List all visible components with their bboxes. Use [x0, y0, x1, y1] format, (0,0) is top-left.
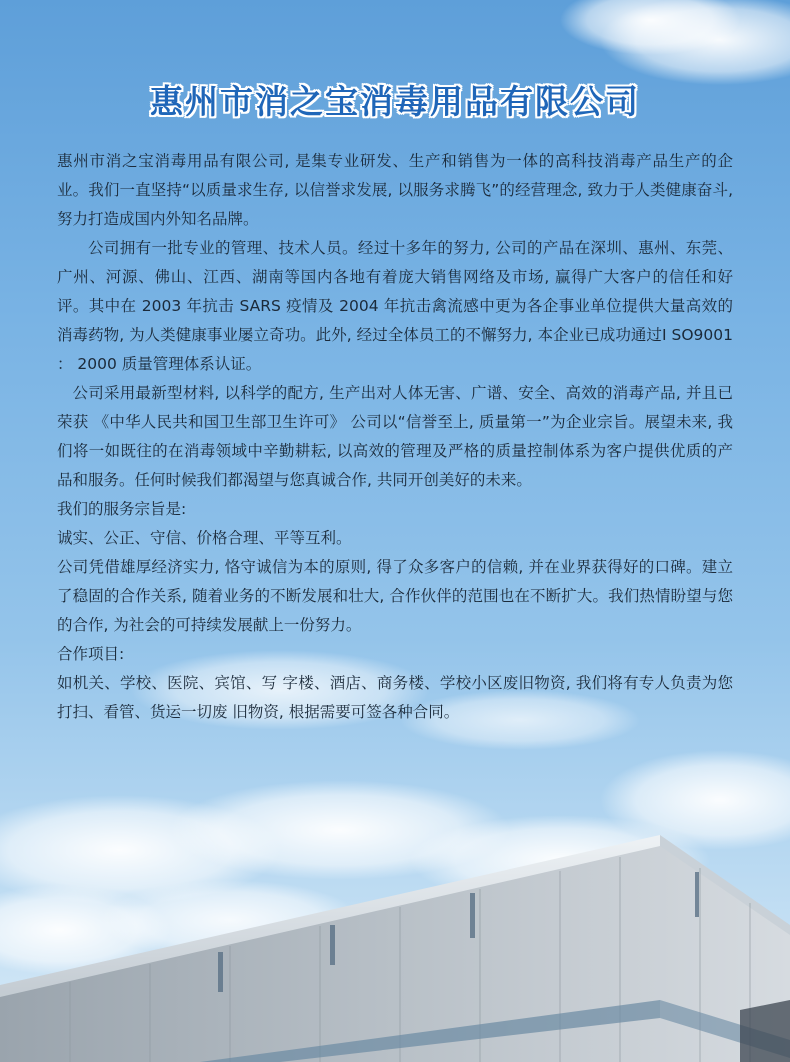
service-heading: 我们的服务宗旨是:	[57, 500, 187, 518]
cooperation-paragraph: 如机关、学校、医院、宾馆、写 字楼、酒店、商务楼、学校小区废旧物资, 我们将有专人负责为您打扫、看管、货运一切废 旧物资, 根据需要可签各种合同。	[57, 674, 733, 721]
company-title: 惠州市消之宝消毒用品有限公司	[150, 82, 640, 121]
cooperation-heading: 合作项目:	[57, 645, 125, 663]
reputation-paragraph: 公司凭借雄厚经济实力, 恪守诚信为本的原则, 得了众多客户的信赖, 并在业界获得好的口碑。建立了稳固的合作关系, 随着业务的不断发展和壮大, 合作伙伴的范围也在不断扩大。我们热情盼望与您的合作, 为社会的可持续发展献上一份努力。	[57, 558, 733, 634]
team-paragraph: 公司拥有一批专业的管理、技术人员。经过十多年的努力, 公司的产品在深圳、惠州、东莞、广州、河源、佛山、江西、湖南等国内各地有着庞大销售网络及市场, 赢得广大客户的信任和好评。其中在 2003 年抗击 SARS 疫情及 2004 年抗击禽流感中更为各企事业单位提供大量高效的消毒药物, 为人类健康事业屡立奇功。此外, 经过全体员工的不懈努力, 本企业已成功通过I SO9001 ： 2000 质量管理体系认证。	[57, 239, 733, 373]
company-introduction	[57, 147, 733, 727]
service-principles: 诚实、公正、守信、价格合理、平等互利。	[57, 529, 352, 547]
products-paragraph: 公司采用最新型材料, 以科学的配方, 生产出对人体无害、广谱、安全、高效的消毒产品, 并且已荣获 《中华人民共和国卫生部卫生许可》 公司以“信誉至上, 质量第一”为企业宗旨。展望未来, 我们将一如既往的在消毒领域中辛勤耕耘, 以高效的管理及严格的质量控制体系为客户提供优质的产品和服务。任何时候我们都渴望与您真诚合作, 共同开创美好的未来。	[57, 384, 733, 489]
intro-paragraph: 惠州市消之宝消毒用品有限公司, 是集专业研发、生产和销售为一体的高科技消毒产品生产的企业。我们一直坚持“以质量求生存, 以信誉求发展, 以服务求腾飞”的经营理念, 致力于人类健康奋斗, 努力打造成国内外知名品牌。	[57, 152, 733, 228]
